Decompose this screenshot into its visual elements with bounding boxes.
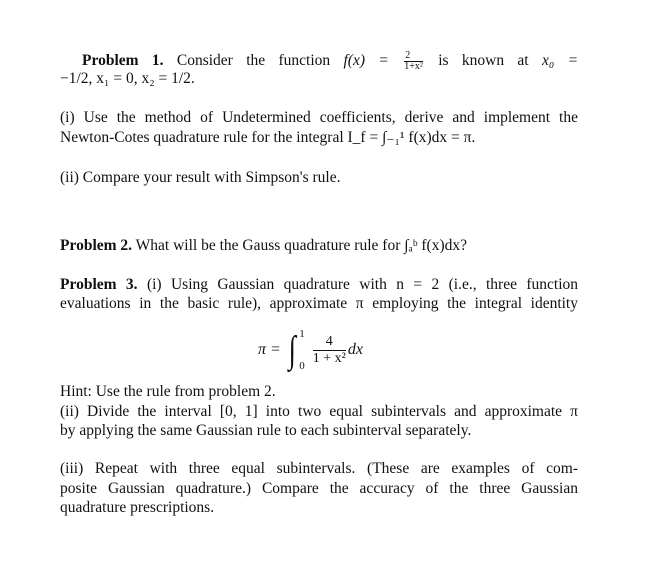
lhs: π = [258,341,281,358]
problem-3-line-1 [60,276,578,294]
problem-3-ii-line-1: (ii) Divide the interval [0, 1] into two equal subintervals and approximate π [60,403,578,420]
problem-3-iii-line-2: posite Gaussian quadrature.) Compare the accuracy of the three Gaussian [60,480,578,497]
problem-1-i-line-1: (i) Use the method of Undetermined coefficients, derive and implement the [60,109,578,126]
problem-1-i-line-2: Newton-Cotes quadrature rule for the integral I_f = ∫₋₁¹ f(x)dx = π. [60,129,476,146]
denominator: 1 + x² [312,350,346,366]
problem-1-ii: (ii) Compare your result with Simpson's rule. [60,169,341,186]
text: is known at [438,52,529,70]
text: Consider the function [176,52,331,70]
text: What will be the Gauss quadrature rule for ∫ₐᵇ f(x)dx? [135,237,467,254]
problem-1-line-1 [82,51,578,72]
text: (i) Using Gaussian quadrature with n = 2 (i.e., three function [146,276,579,293]
problem-3-ii-line-2: by applying the same Gaussian rule to each subinterval separately. [60,422,472,439]
math: x₀ = [541,52,579,70]
fraction [313,334,346,367]
problem-1-line-2: −1/2, x₁ = 0, x₂ = 1/2. [60,70,195,87]
lower-limit: 0 [299,360,305,372]
fraction [404,51,423,72]
denominator: 1+x² [404,61,423,72]
problem-3-title: Problem 3. [60,276,138,293]
hint: Hint: Use the rule from problem 2. [60,383,276,400]
pi-integral-equation [258,328,363,372]
math: f(x) = [343,52,389,70]
limits [299,328,305,372]
problem-3-iii-line-3: quadrature prescriptions. [60,499,215,516]
dx: dx [347,341,363,358]
numerator: 2 [404,51,423,62]
problem-3-iii-line-1: (iii) Repeat with three equal subintervals. (These are examples of com- [60,460,578,477]
problem-3-line-2: evaluations in the basic rule), approximate π employing the integral identity [60,295,578,312]
upper-limit: 1 [299,328,305,340]
problem-2-title: Problem 2. [60,237,133,254]
integral-sign: ∫ [288,329,296,371]
problem-2 [60,237,578,255]
problem-1-title: Problem 1. [82,52,164,70]
numerator: 4 [313,334,346,351]
